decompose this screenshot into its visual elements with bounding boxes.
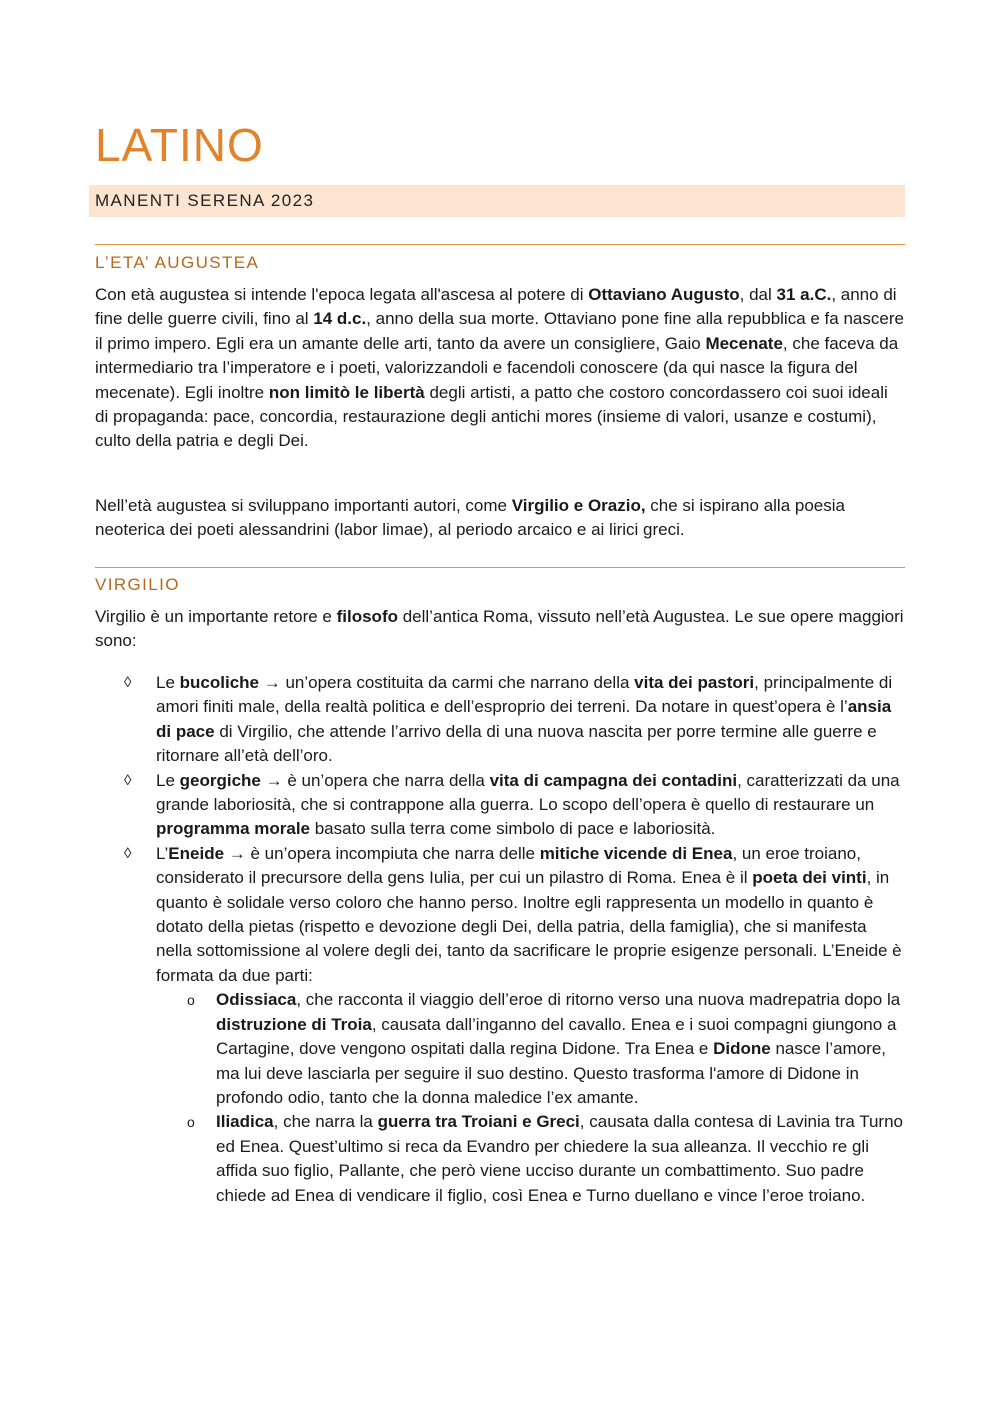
list-item-text: L’Eneide → è un’opera incompiuta che narra delle mitiche vicende di Enea, un eroe troiano, considerato il precursore della gens Iulia, per cui un pilastro di Roma. Enea è il poeta dei vinti, in quanto è solidale verso coloro che hanno perso. Inoltre egli rappresenta un modello in quanto è dotato della pietas (rispetto e devozione degli Dei, della patria, della famiglia), che si manifesta nella sottomissione al volere degli dei, tanto da sacrificare le proprie esigenze personali. L’Eneide è formata da due parti:	[156, 843, 902, 985]
eneide-parts-list	[156, 988, 905, 1208]
sub-list-item-text: Iliadica, che narra la guerra tra Troiani e Greci, causata dalla contesa di Lavinia tra Turno ed Enea. Quest’ultimo si reca da Evandro per chiedere la sua alleanza. Il vecchio re gli affida suo figlio, Pallante, che però viene ucciso durante un combattimento. Suo padre chiede ad Enea di vendicare il figlio, così Enea e Turno duellano e vince l’eroe troiano.	[216, 1112, 903, 1205]
circle-bullet-icon: o	[187, 1114, 195, 1131]
section-heading-virgilio: VIRGILIO	[95, 575, 180, 594]
list-item	[95, 842, 905, 1208]
list-item-text: Le bucoliche → un’opera costituita da carmi che narrano della vita dei pastori, principalmente di amori finiti male, della realtà politica e dell’esproprio dei terreni. Da notare in quest’opera è l’ansia di pace di Virgilio, che attende l’arrivo della di una nuova nascita per porre termine alle guerre e ritornare all’età dell’oro.	[156, 673, 893, 766]
document-title: LATINO	[95, 119, 264, 171]
sub-list-item	[156, 1110, 905, 1208]
diamond-bullet-icon: ◊	[124, 674, 132, 691]
section-heading-eta-augustea: L’ETA’ AUGUSTEA	[95, 253, 260, 272]
paragraph: Nell’età augustea si sviluppano importanti autori, come Virgilio e Orazio, che si ispirano alla poesia neoterica dei poeti alessandrini (labor limae), al periodo arcaico e ai lirici greci.	[95, 496, 845, 540]
section-divider	[95, 567, 905, 568]
list-item	[95, 671, 905, 769]
paragraph: Con età augustea si intende l'epoca legata all'ascesa al potere di Ottaviano Augusto, dal 31 a.C., anno di fine delle guerre civili, fino al 14 d.c., anno della sua morte. Ottaviano pone fine alla repubblica e fa nascere il primo impero. Egli era un amante delle arti, tanto da avere un consigliere, Gaio Mecenate, che faceva da intermediario tra l’imperatore e i poeti, valorizzandoli e facendoli conoscere (da qui nasce la figura del mecenate). Egli inoltre non limitò le libertà degli artisti, a patto che costoro concordassero coi suoi ideali di propaganda: pace, concordia, restaurazione degli antichi mores (insieme di valori, usanze e costumi), culto della patria e degli Dei.	[95, 285, 904, 451]
list-item	[95, 769, 905, 842]
sub-list-item	[156, 988, 905, 1110]
sub-list-item-text: Odissiaca, che racconta il viaggio dell’eroe di ritorno verso una nuova madrepatria dopo la distruzione di Troia, causata dall’inganno del cavallo. Enea e i suoi compagni giungono a Cartagine, dove vengono ospitati dalla regina Didone. Tra Enea e Didone nasce l’amore, ma lui deve lasciarla per seguire il suo destino. Questo trasforma l'amore di Didone in profondo odio, tanto che la donna maledice l’ex amante.	[216, 990, 901, 1107]
works-list	[95, 671, 905, 1208]
diamond-bullet-icon: ◊	[124, 844, 132, 862]
list-item-text: Le georgiche → è un’opera che narra della vita di campagna dei contadini, caratterizzati da una grande laboriosità, che si contrappone alla guerra. Lo scopo dell’opera è quello di restaurare un programma morale basato sulla terra come simbolo di pace e laboriosità.	[156, 770, 900, 839]
paragraph: Virgilio è un importante retore e filosofo dell’antica Roma, vissuto nell’età Augustea. Le sue opere maggiori sono:	[95, 607, 904, 651]
document-subtitle: MANENTI SERENA 2023	[95, 191, 315, 210]
diamond-bullet-icon: ◊	[124, 771, 132, 789]
section-divider	[95, 244, 905, 245]
circle-bullet-icon: o	[187, 992, 195, 1009]
